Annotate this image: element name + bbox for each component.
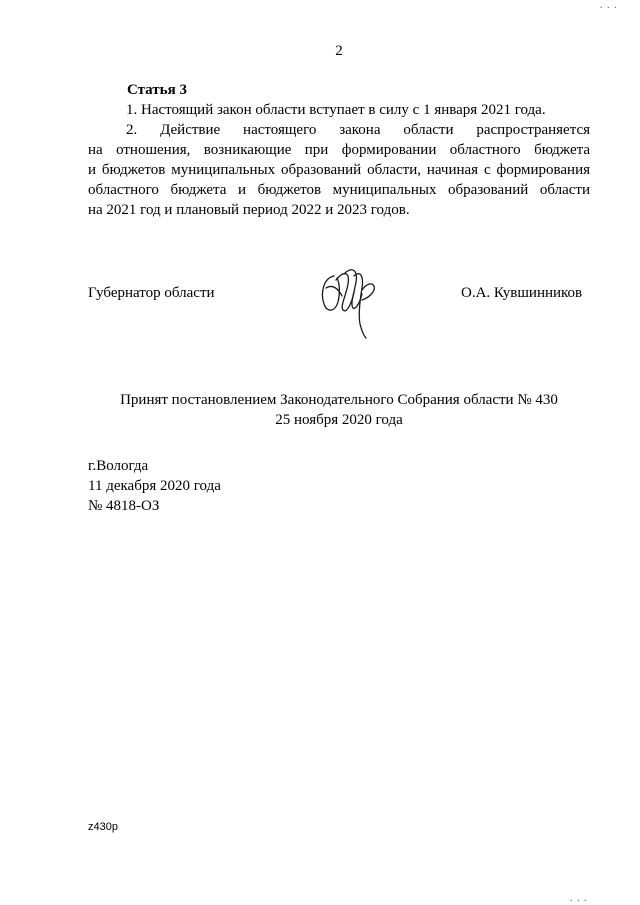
article-point-2-line: на отношения, возникающие при формировании областного бюджета bbox=[88, 142, 590, 158]
handwritten-signature bbox=[318, 258, 380, 340]
adoption-line-1: Принят постановлением Законодательного Собрания области № 430 bbox=[120, 392, 558, 408]
governor-position: Губернатор области bbox=[88, 285, 215, 301]
corner-mark-bottom: . . . bbox=[570, 893, 588, 904]
page-number: 2 bbox=[335, 43, 343, 59]
adoption-line-2: 25 ноября 2020 года bbox=[275, 412, 403, 428]
governor-name: О.А. Кувшинников bbox=[461, 285, 583, 301]
article-point-1: 1. Настоящий закон области вступает в силу с 1 января 2021 года. bbox=[126, 102, 546, 118]
place-date: 11 декабря 2020 года bbox=[88, 478, 221, 494]
corner-mark-top: . . . bbox=[600, 0, 618, 11]
place-city: г.Вологда bbox=[88, 458, 149, 474]
article-point-2-line: 2. Действие настоящего закона области распространяется bbox=[126, 122, 590, 138]
article-point-2-line: и бюджетов муниципальных образований области, начиная с формирования bbox=[88, 162, 590, 178]
article-heading: Статья 3 bbox=[127, 82, 187, 98]
law-number: № 4818-ОЗ bbox=[88, 498, 160, 514]
article-point-2-line: областного бюджета и бюджетов муниципальных образований области bbox=[88, 182, 590, 198]
article-point-2-line: на 2021 год и плановый период 2022 и 2023 годов. bbox=[88, 202, 410, 218]
file-code: z430p bbox=[88, 821, 118, 833]
